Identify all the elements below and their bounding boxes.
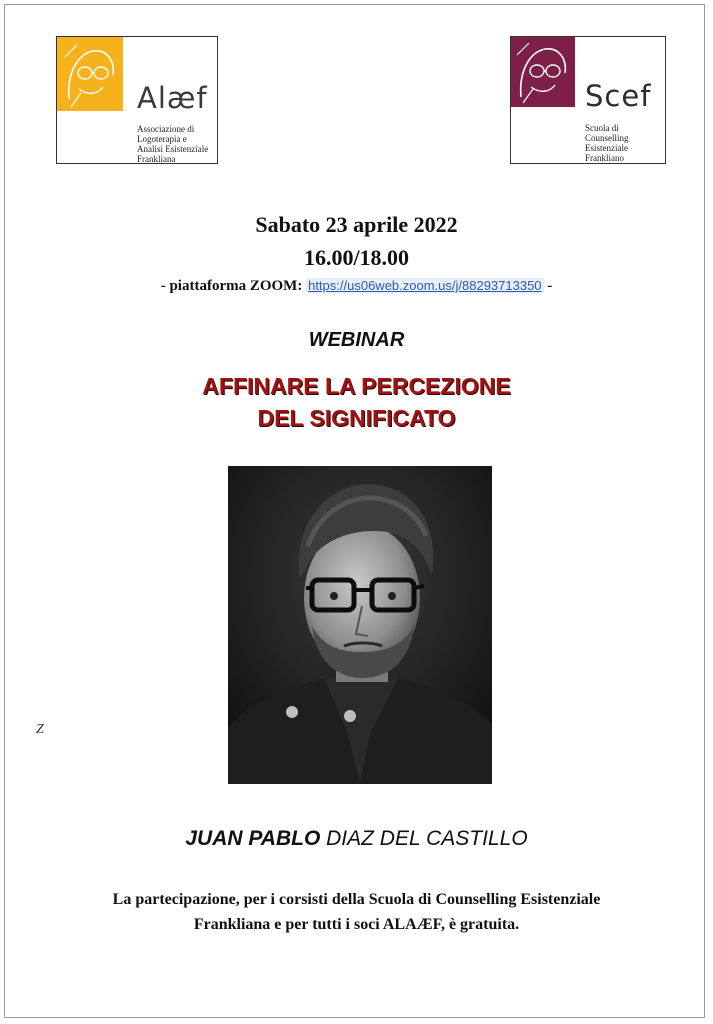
speaker-photo xyxy=(228,466,492,784)
participation-line: La partecipazione, per i corsisti della Scuola di Counselling Esistenziale xyxy=(112,891,601,908)
scef-logo xyxy=(510,36,666,164)
speaker-first-name: JUAN PABLO xyxy=(185,827,321,850)
scef-subtitle-line: Counselling xyxy=(585,133,629,143)
scef-logo-mark xyxy=(511,37,581,113)
alaef-subtitle-line: Frankliana xyxy=(137,154,176,164)
event-title-line: DEL SIGNIFICATO xyxy=(257,405,456,431)
alaef-logo-mark xyxy=(57,37,129,117)
alaef-logo xyxy=(56,36,218,164)
event-title xyxy=(0,370,713,434)
platform-prefix: - piattaforma ZOOM: xyxy=(160,278,303,294)
scef-subtitle-line: Frankliano xyxy=(585,153,624,163)
participation-line: Frankliana e per tutti i soci ALAÆF, è gratuita. xyxy=(193,916,520,933)
zoom-link[interactable]: https://us06web.zoom.us/j/88293713350 xyxy=(308,278,542,293)
alaef-logo-subtitle xyxy=(137,124,208,164)
scef-subtitle-line: Esistenziale xyxy=(585,143,628,153)
alaef-subtitle-line: Associazione di xyxy=(137,124,195,134)
scef-subtitle-line: Scuola di xyxy=(585,123,619,133)
speaker-last-name: DIAZ DEL CASTILLO xyxy=(326,827,528,850)
participation-note xyxy=(0,887,713,937)
event-type: WEBINAR xyxy=(308,329,405,351)
alaef-logo-name: Alæf xyxy=(137,81,208,115)
event-title-line: AFFINARE LA PERCEZIONE xyxy=(202,373,511,399)
speaker-name xyxy=(0,827,713,851)
stray-mark: Z xyxy=(36,722,44,737)
alaef-subtitle-line: Logoterapia e xyxy=(137,134,187,144)
scef-logo-name: Scef xyxy=(585,79,652,113)
speaker-portrait-graphic xyxy=(228,466,492,784)
scef-logo-subtitle xyxy=(585,123,629,163)
platform-suffix: - xyxy=(547,278,553,294)
alaef-subtitle-line: Analisi Esistenziale xyxy=(137,144,209,154)
event-date: Sabato 23 aprile 2022 xyxy=(255,212,458,237)
platform-line xyxy=(0,278,713,295)
event-time: 16.00/18.00 xyxy=(303,245,410,270)
